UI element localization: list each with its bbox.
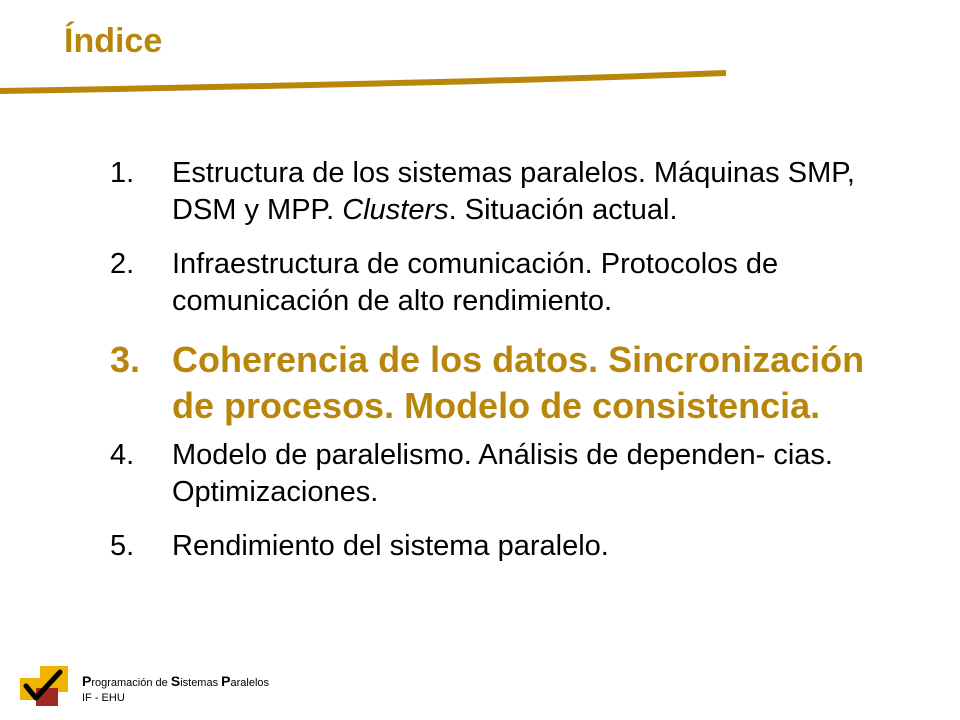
footer-word: rogramación de bbox=[91, 677, 171, 689]
footer-initial: P bbox=[221, 673, 231, 689]
agenda-item-text: Rendimiento del sistema paralelo. bbox=[172, 530, 609, 562]
underline-brush-path bbox=[0, 70, 726, 94]
footer-course-info bbox=[82, 674, 269, 706]
agenda-item-number: 2. bbox=[110, 248, 135, 280]
checkmark-logo-icon bbox=[16, 664, 72, 708]
footer-initial: S bbox=[170, 673, 181, 689]
agenda-item-text-part: . Situación actual. bbox=[448, 194, 678, 226]
agenda-item-text bbox=[172, 155, 900, 229]
footer-institution: IF - EHU bbox=[82, 692, 125, 704]
agenda-item-4 bbox=[110, 437, 900, 511]
footer-word: aralelos bbox=[230, 677, 270, 689]
agenda-item-text: Infraestructura de comunicación. Protocolos de comunicación de alto rendimiento. bbox=[172, 248, 779, 317]
agenda-item-italic: Clusters bbox=[342, 194, 449, 226]
agenda-item-text: Modelo de paralelismo. Análisis de dependen- cias. Optimizaciones. bbox=[172, 439, 833, 508]
footer-word: istemas bbox=[180, 677, 222, 689]
agenda-item-number: 5. bbox=[110, 530, 135, 562]
agenda-item-number: 1. bbox=[110, 157, 135, 189]
agenda-item-5 bbox=[110, 528, 900, 565]
agenda-item-1 bbox=[110, 155, 900, 229]
agenda-item-number: 4. bbox=[110, 439, 135, 471]
title-underline-stroke bbox=[0, 60, 960, 100]
agenda-item-3-current bbox=[110, 337, 900, 429]
agenda-item-2 bbox=[110, 246, 900, 320]
footer-course-name bbox=[82, 674, 269, 691]
agenda-list bbox=[110, 155, 900, 582]
agenda-item-text: Coherencia de los datos. Sincronización de procesos. Modelo de consistencia. bbox=[172, 339, 865, 426]
agenda-item-number: 3. bbox=[110, 339, 141, 380]
agenda-item-text-part: Estructura de los sistemas paralelos. Máquinas SMP, DSM y MPP. bbox=[172, 157, 855, 226]
slide-title: Índice bbox=[64, 22, 163, 60]
footer-initial: P bbox=[82, 673, 92, 689]
